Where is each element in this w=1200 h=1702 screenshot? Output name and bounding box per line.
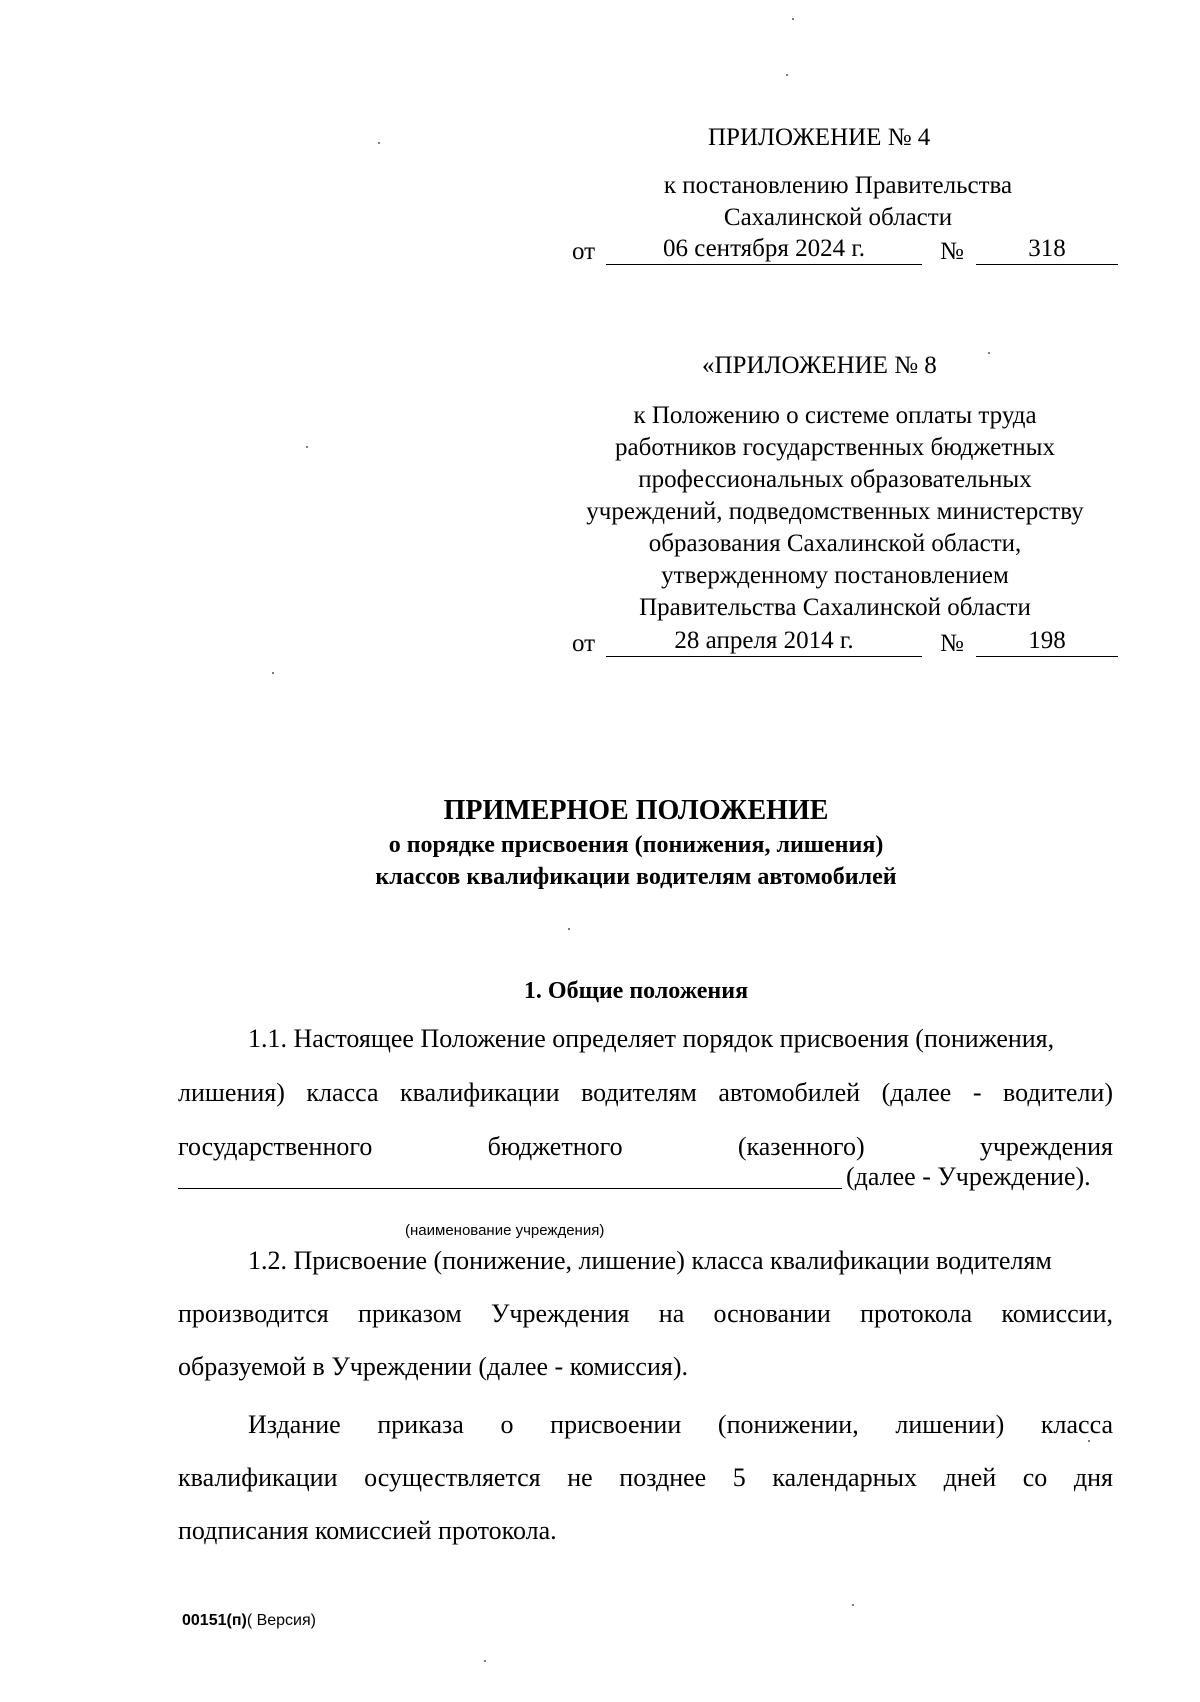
scan-speck: [568, 928, 570, 930]
paragraph-1-1-line: 1.1. Настоящее Положение определяет порядок присвоения (понижения,: [248, 1024, 1055, 1053]
section-1-heading: 1. Общие положения: [523, 978, 749, 1004]
appendix-4-number-label: №: [940, 238, 964, 265]
document-subtitle-2: классов квалификации водителям автомобилей: [375, 864, 897, 890]
scan-speck: [988, 352, 990, 354]
paragraph-order-line: подписания комиссией протокола.: [178, 1516, 557, 1545]
paragraph-order-line: Издание приказа о присвоении (понижении, лишении) класса: [248, 1410, 1113, 1439]
scan-speck: [378, 142, 380, 144]
scan-speck: [272, 672, 274, 674]
paragraph-1-2-line: образуемой в Учреждении (далее - комиссия).: [178, 1352, 688, 1381]
appendix-4-date: 06 сентября 2024 г.: [606, 234, 922, 265]
institution-name-caption: (наименование учреждения): [405, 1222, 605, 1239]
paragraph-1-1-line: [178, 1130, 1113, 1164]
appendix-8-line: профессиональных образовательных: [638, 466, 1032, 493]
appendix-8-line: Правительства Сахалинской области: [639, 594, 1031, 621]
document-footer-code: [182, 1612, 316, 1630]
word: (казенного): [737, 1132, 865, 1161]
appendix-8-line: учреждений, подведомственных министерству: [586, 498, 1084, 525]
document-title: ПРИМЕРНОЕ ПОЛОЖЕНИЕ: [443, 795, 829, 826]
scan-speck: [852, 1604, 854, 1606]
word: государственного: [178, 1132, 373, 1161]
appendix-8-title: «ПРИЛОЖЕНИЕ № 8: [702, 352, 937, 379]
appendix-4-number: 318: [976, 234, 1118, 265]
appendix-8-line: работников государственных бюджетных: [615, 434, 1055, 461]
appendix-4-from-label: от: [572, 238, 596, 265]
appendix-4-title: ПРИЛОЖЕНИЕ № 4: [708, 124, 931, 151]
paragraph-1-2-line: производится приказом Учреждения на основании протокола комиссии,: [178, 1299, 1113, 1328]
appendix-8-date: 28 апреля 2014 г.: [606, 626, 922, 657]
scan-speck: [1088, 1440, 1090, 1442]
scan-speck: [306, 446, 308, 448]
scan-speck: [786, 74, 788, 76]
paragraph-1-1-line: лишения) класса квалификации водителям автомобилей (далее - водители): [178, 1078, 1113, 1107]
appendix-4-line: к постановлению Правительства: [663, 172, 1013, 199]
paragraph-1-1-line-tail: (далее - Учреждение).: [846, 1162, 1091, 1191]
word: учреждения: [979, 1132, 1113, 1161]
paragraph-1-2-line: 1.2. Присвоение (понижение, лишение) класса квалификации водителям: [248, 1246, 1052, 1275]
footer-version: ( Версия): [246, 1612, 316, 1629]
institution-name-blank: [178, 1188, 842, 1189]
appendix-8-line: утвержденному постановлением: [661, 562, 1009, 589]
footer-code: 00151(п): [182, 1612, 247, 1629]
scan-speck: [484, 1660, 486, 1662]
paragraph-order-line: квалификации осуществляется не позднее 5 календарных дней со дня: [178, 1463, 1113, 1492]
appendix-4-reference: [628, 170, 1048, 234]
appendix-8-number: 198: [976, 626, 1118, 657]
appendix-8-reference: [545, 400, 1125, 624]
appendix-8-line: к Положению о системе оплаты труда: [633, 402, 1037, 429]
appendix-8-number-label: №: [940, 630, 964, 657]
word: бюджетного: [487, 1132, 623, 1161]
scan-speck: [792, 18, 794, 20]
appendix-4-line: Сахалинской области: [723, 204, 953, 231]
document-subtitle-1: о порядке присвоения (понижения, лишения): [388, 832, 884, 858]
appendix-8-from-label: от: [572, 630, 596, 657]
appendix-8-line: образования Сахалинской области,: [648, 530, 1022, 557]
